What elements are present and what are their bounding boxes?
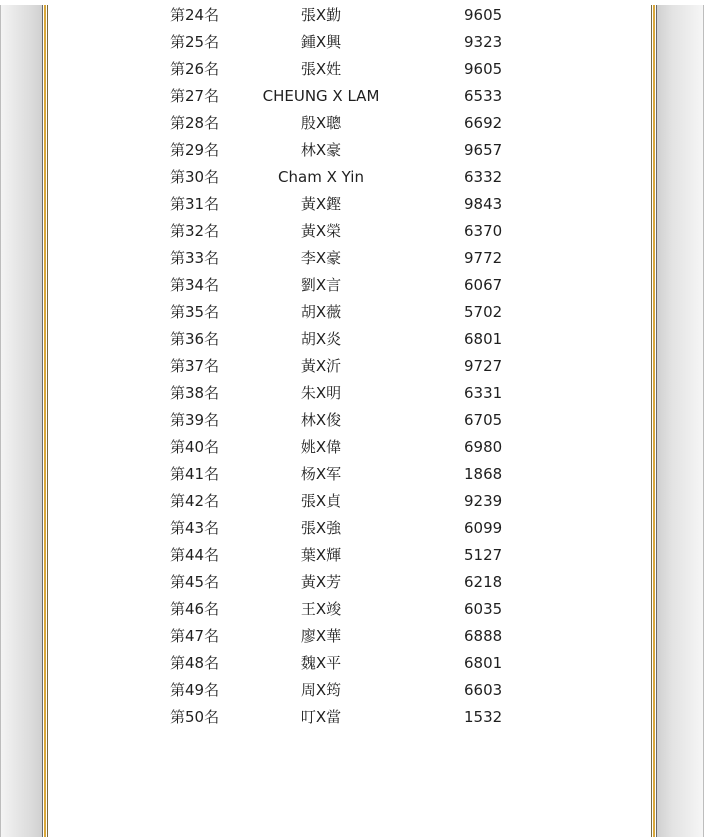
rank-label: 第37名	[170, 357, 220, 375]
list-item	[48, 275, 651, 302]
list-item	[48, 410, 651, 437]
participant-name: 張X強	[300, 519, 342, 537]
right-frame-line	[656, 5, 657, 837]
participant-name: 張X勤	[300, 6, 342, 24]
rank-label: 第49名	[170, 681, 220, 699]
rank-label: 第28名	[170, 114, 220, 132]
list-item	[48, 167, 651, 194]
participant-name: 廖X華	[300, 627, 342, 645]
score-value: 9605	[464, 6, 503, 24]
right-inner-line	[651, 5, 652, 837]
left-frame-line	[42, 5, 43, 837]
rank-label: 第41名	[170, 465, 220, 483]
participant-name: 姚X偉	[300, 438, 342, 456]
rank-label: 第39名	[170, 411, 220, 429]
score-value: 6035	[464, 600, 503, 618]
score-value: 5127	[464, 546, 503, 564]
rank-label: 第25名	[170, 33, 220, 51]
participant-name: 黃X榮	[300, 222, 342, 240]
list-item	[48, 491, 651, 518]
list-item	[48, 248, 651, 275]
score-value: 6705	[464, 411, 503, 429]
score-value: 6980	[464, 438, 503, 456]
rank-label: 第47名	[170, 627, 220, 645]
list-item	[48, 383, 651, 410]
score-value: 6692	[464, 114, 503, 132]
rank-label: 第34名	[170, 276, 220, 294]
left-gold-border	[44, 5, 46, 837]
participant-name: 魏X平	[300, 654, 342, 672]
list-item	[48, 32, 651, 59]
score-value: 6332	[464, 168, 503, 186]
list-item	[48, 653, 651, 680]
list-item	[48, 437, 651, 464]
score-value: 5702	[464, 303, 503, 321]
rank-label: 第45名	[170, 573, 220, 591]
rank-label: 第48名	[170, 654, 220, 672]
rank-label: 第36名	[170, 330, 220, 348]
list-item	[48, 707, 651, 734]
score-value: 1532	[464, 708, 503, 726]
participant-name: 周X筠	[300, 681, 342, 699]
participant-name: 杨X军	[300, 465, 342, 483]
rank-label: 第35名	[170, 303, 220, 321]
ranking-list	[48, 5, 651, 734]
list-item	[48, 680, 651, 707]
list-item	[48, 5, 651, 32]
list-item	[48, 572, 651, 599]
participant-name: 叮X當	[300, 708, 342, 726]
rank-label: 第42名	[170, 492, 220, 510]
list-item	[48, 545, 651, 572]
score-value: 6370	[464, 222, 503, 240]
right-gold-border	[653, 5, 655, 837]
participant-name: 張X姓	[300, 60, 342, 78]
participant-name: 朱X明	[300, 384, 342, 402]
page-content	[48, 5, 651, 837]
score-value: 6099	[464, 519, 503, 537]
participant-name: 劉X言	[300, 276, 342, 294]
participant-name: CHEUNG X LAM	[262, 87, 380, 105]
list-item	[48, 599, 651, 626]
rank-label: 第33名	[170, 249, 220, 267]
participant-name: 葉X輝	[300, 546, 342, 564]
score-value: 9657	[464, 141, 503, 159]
score-value: 9843	[464, 195, 503, 213]
participant-name: 黃X芳	[300, 573, 342, 591]
score-value: 9323	[464, 33, 503, 51]
score-value: 9239	[464, 492, 503, 510]
score-value: 6603	[464, 681, 503, 699]
list-item	[48, 194, 651, 221]
participant-name: 林X俊	[300, 411, 342, 429]
list-item	[48, 59, 651, 86]
list-item	[48, 356, 651, 383]
participant-name: 鍾X興	[300, 33, 342, 51]
score-value: 6067	[464, 276, 503, 294]
rank-label: 第27名	[170, 87, 220, 105]
score-value: 6533	[464, 87, 503, 105]
score-value: 9727	[464, 357, 503, 375]
rank-label: 第30名	[170, 168, 220, 186]
score-value: 1868	[464, 465, 503, 483]
list-item	[48, 464, 651, 491]
list-item	[48, 329, 651, 356]
list-item	[48, 113, 651, 140]
score-value: 6331	[464, 384, 503, 402]
rank-label: 第46名	[170, 600, 220, 618]
list-item	[48, 86, 651, 113]
right-margin-band	[656, 5, 704, 837]
score-value: 6888	[464, 627, 503, 645]
score-value: 9605	[464, 60, 503, 78]
rank-label: 第43名	[170, 519, 220, 537]
score-value: 9772	[464, 249, 503, 267]
rank-label: 第31名	[170, 195, 220, 213]
participant-name: 張X貞	[300, 492, 342, 510]
rank-label: 第32名	[170, 222, 220, 240]
score-value: 6801	[464, 654, 503, 672]
rank-label: 第44名	[170, 546, 220, 564]
participant-name: 黃X沂	[300, 357, 342, 375]
participant-name: 李X豪	[300, 249, 342, 267]
list-item	[48, 221, 651, 248]
score-value: 6218	[464, 573, 503, 591]
rank-label: 第29名	[170, 141, 220, 159]
rank-label: 第24名	[170, 6, 220, 24]
participant-name: 胡X薇	[300, 303, 342, 321]
participant-name: 王X竣	[300, 600, 342, 618]
rank-label: 第50名	[170, 708, 220, 726]
list-item	[48, 518, 651, 545]
rank-label: 第40名	[170, 438, 220, 456]
list-item	[48, 140, 651, 167]
list-item	[48, 302, 651, 329]
participant-name: 殷X聰	[300, 114, 342, 132]
rank-label: 第38名	[170, 384, 220, 402]
participant-name: Cham X Yin	[278, 168, 364, 186]
rank-label: 第26名	[170, 60, 220, 78]
participant-name: 黃X鏗	[300, 195, 342, 213]
list-item	[48, 626, 651, 653]
left-margin-band	[0, 5, 43, 837]
score-value: 6801	[464, 330, 503, 348]
participant-name: 林X豪	[300, 141, 342, 159]
participant-name: 胡X炎	[300, 330, 342, 348]
